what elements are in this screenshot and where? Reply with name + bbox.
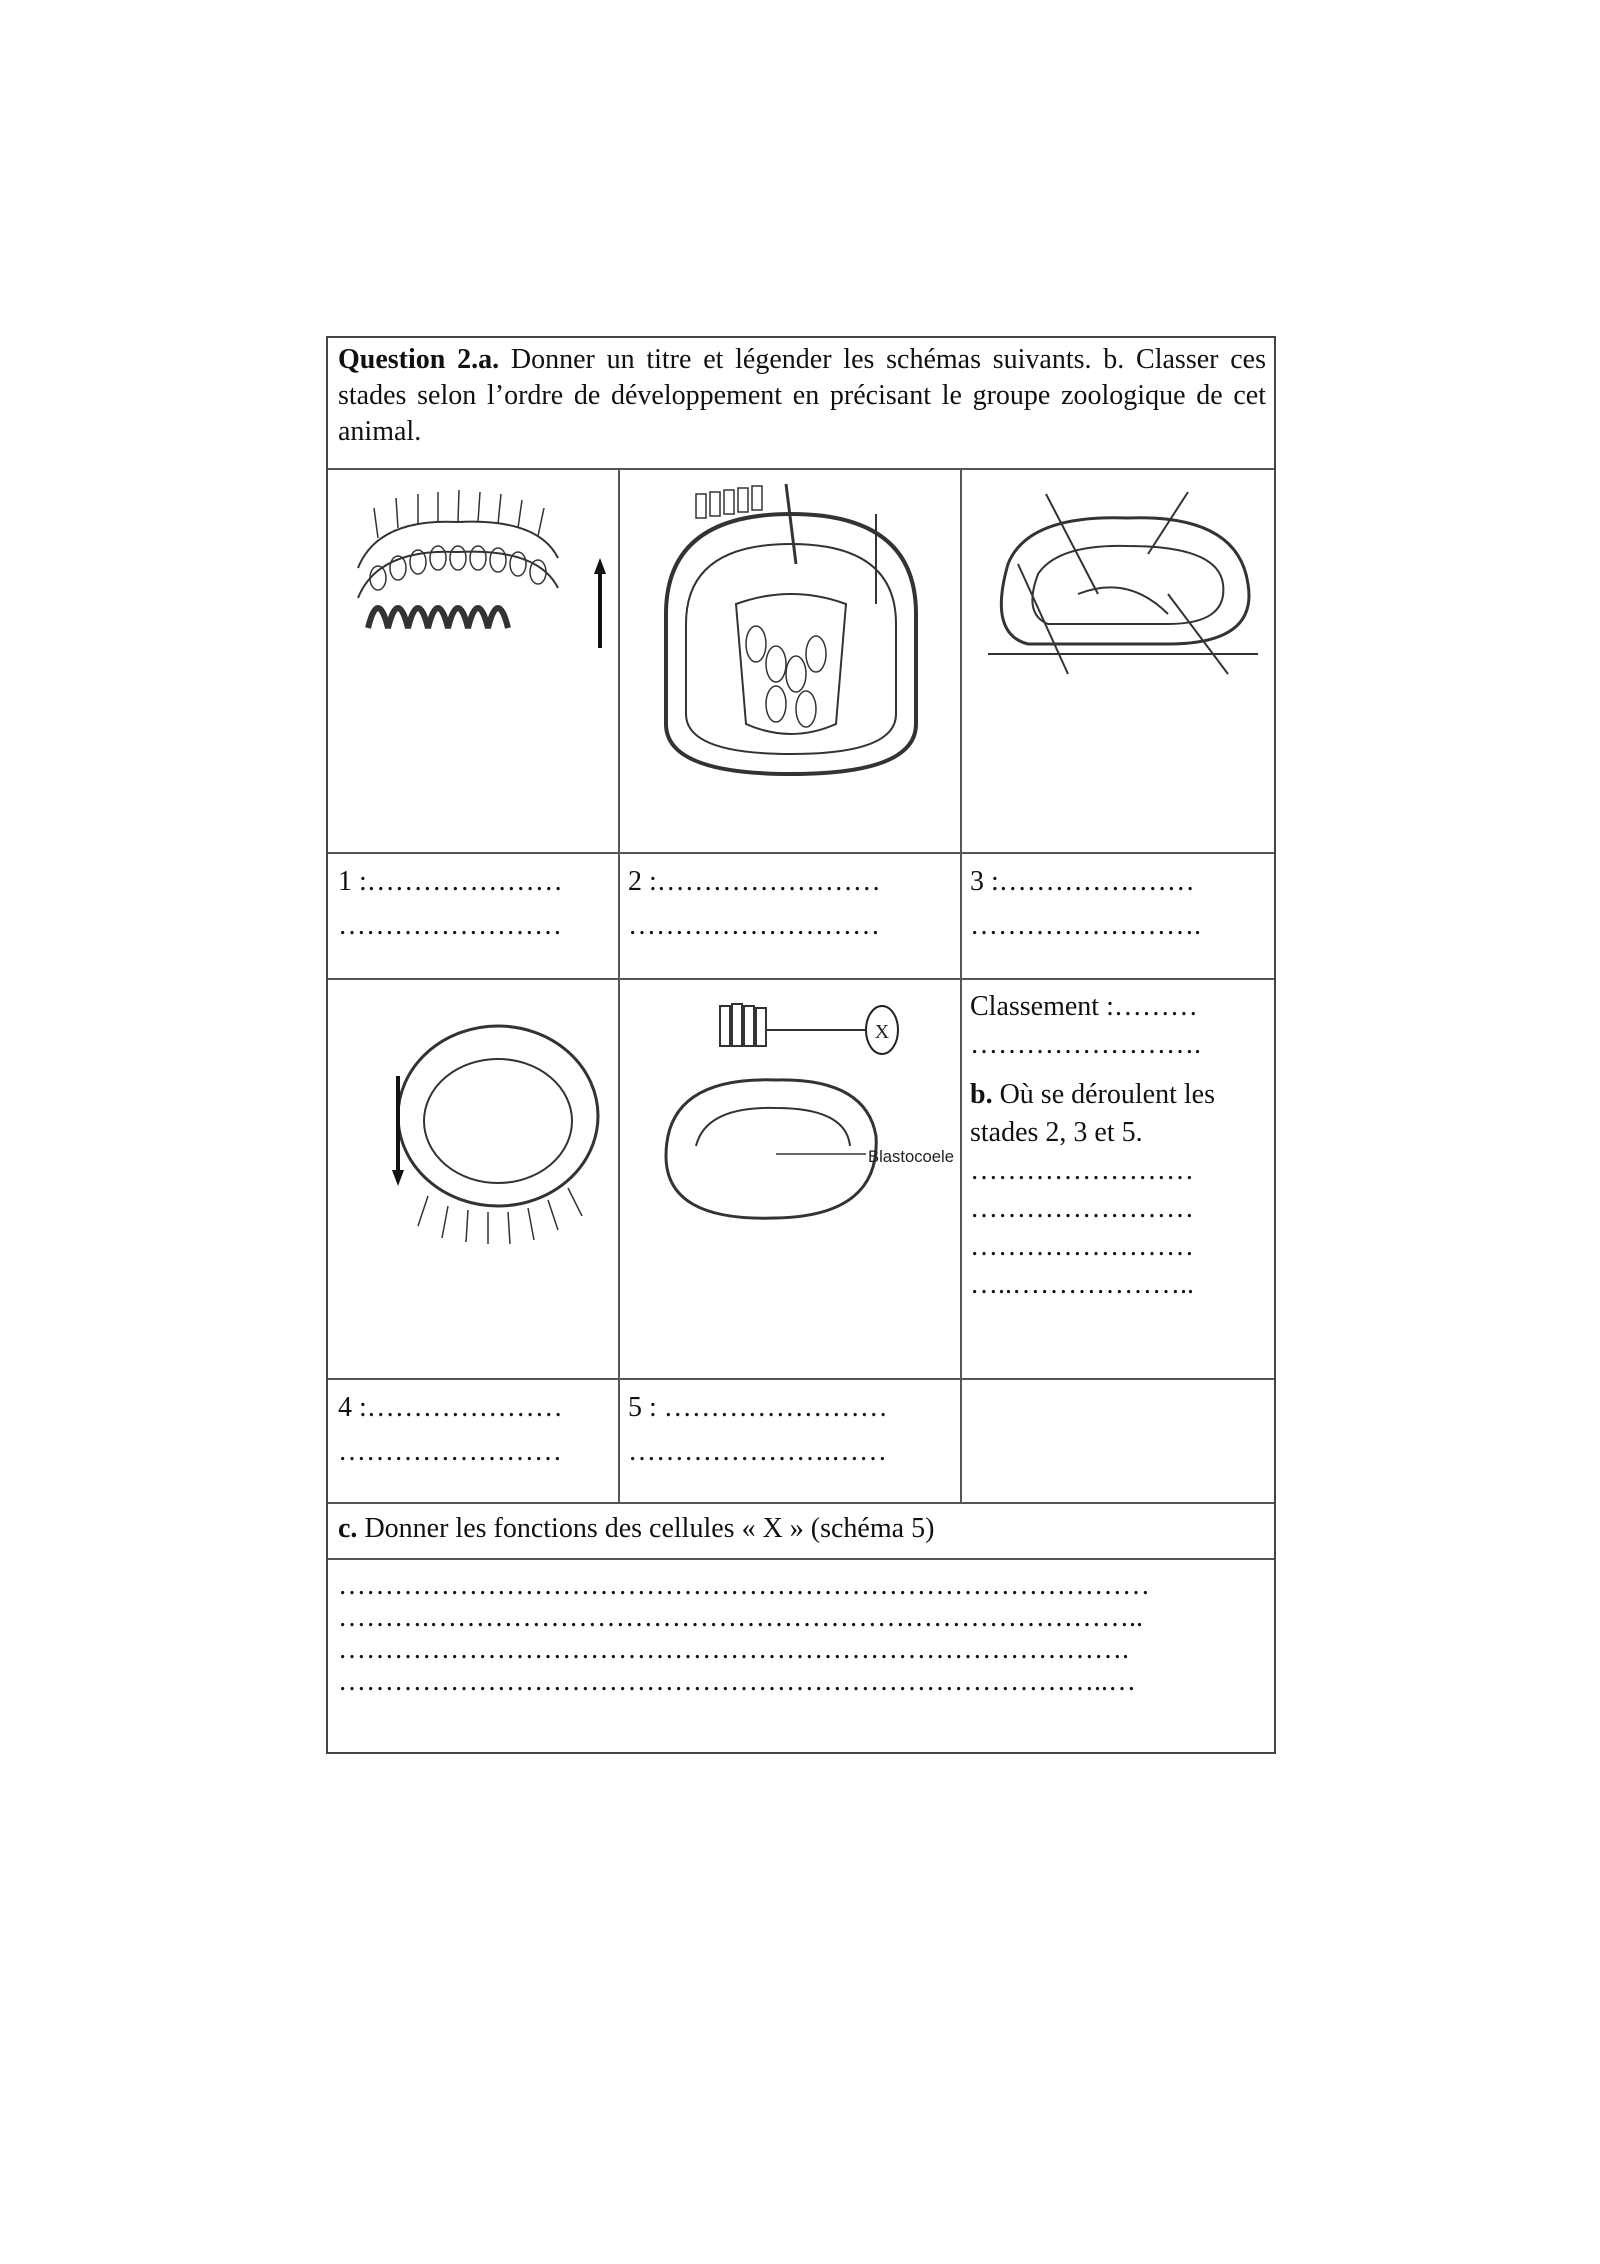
- label-3-line2: …………………….: [970, 910, 1201, 941]
- classement-dots-2: ……………………: [970, 1193, 1194, 1224]
- classement-cell: [970, 988, 1272, 1304]
- label-2-line2: ………………………: [628, 910, 880, 941]
- question-lead: Question 2.a.: [338, 344, 500, 375]
- classement-dots-3: ……………………: [970, 1231, 1194, 1262]
- question-c-marker: c.: [338, 1513, 358, 1544]
- label-1-line2: ……………………: [338, 910, 562, 941]
- label-1: [338, 860, 614, 948]
- column-divider: [960, 468, 962, 1504]
- question-2-statement: [338, 342, 1266, 450]
- figure-3-drawing: [968, 474, 1268, 734]
- figure-4-drawing: [338, 986, 614, 1286]
- question-text-b: Classer ces stades selon l’ordre de développement en précisant le groupe zoologique de cet animal.: [338, 344, 1266, 447]
- row-divider: [328, 1378, 1274, 1380]
- row-divider: [328, 1558, 1274, 1560]
- column-divider: [618, 468, 620, 1504]
- classement-dots-4: …..………………..: [970, 1269, 1194, 1300]
- row-divider: [328, 978, 1274, 980]
- label-3: [970, 860, 1272, 948]
- label-5-line1: 5 : ……………………: [628, 1392, 888, 1423]
- classement-dots-1: ……………………: [970, 1155, 1194, 1186]
- answer-line-2: ……….…………………………………………………………………..: [338, 1602, 1143, 1633]
- row-divider: [328, 1502, 1274, 1504]
- figure-5-blastocoele-label: Blastocoele: [868, 1147, 954, 1166]
- question-b-where-text: Où se déroulent les stades 2, 3 et 5.: [970, 1079, 1215, 1148]
- figure-1-drawing: [338, 478, 614, 778]
- question-c-text: Donner les fonctions des cellules « X » (schéma 5): [357, 1513, 935, 1544]
- question-b-marker: b.: [1103, 344, 1125, 375]
- question-text-a: Donner un titre et légender les schémas suivants.: [499, 344, 1104, 375]
- answer-line-4: ………………………………………………………………………..…: [338, 1666, 1136, 1697]
- question-b-where: [970, 1076, 1272, 1152]
- question-b-where-marker: b.: [970, 1079, 993, 1110]
- label-5: [628, 1386, 956, 1474]
- label-5-line2: ………………….……: [628, 1436, 887, 1467]
- label-2: [628, 860, 956, 948]
- label-4-line2: ……………………: [338, 1436, 562, 1467]
- classement-label: Classement :………: [970, 991, 1198, 1022]
- question-c-statement: [338, 1510, 1266, 1548]
- figure-5-drawing: [626, 986, 960, 1286]
- label-3-line1: 3 :…………………: [970, 866, 1195, 897]
- answer-line-1: ……………………………………………………………………………: [338, 1570, 1150, 1601]
- answer-line-3: ………………………………………………………………………….: [338, 1634, 1129, 1665]
- label-1-line1: 1 :…………………: [338, 866, 563, 897]
- row-divider: [328, 852, 1274, 854]
- exercise-table: [326, 336, 1276, 1754]
- row-divider: [328, 468, 1274, 470]
- classement-line: …………………….: [970, 1029, 1201, 1060]
- label-4-line1: 4 :…………………: [338, 1392, 563, 1423]
- figure-2-drawing: [626, 474, 956, 834]
- answer-area: [338, 1570, 1266, 1698]
- label-4: [338, 1386, 614, 1474]
- label-2-line1: 2 :……………………: [628, 866, 881, 897]
- figure-5-x-label: X: [874, 1021, 890, 1043]
